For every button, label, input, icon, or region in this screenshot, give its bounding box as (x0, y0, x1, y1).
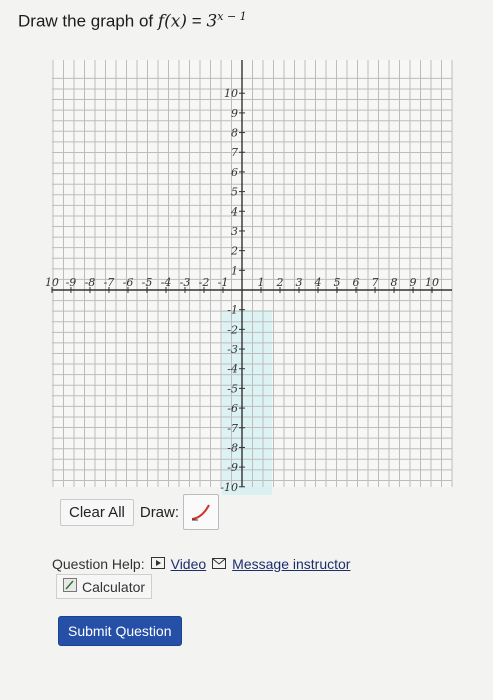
y-tick-label: 1 (231, 264, 238, 278)
video-link[interactable]: Video (170, 556, 207, 572)
x-tick-label: 3 (295, 276, 303, 289)
coordinate-grid[interactable] (42, 55, 462, 495)
video-icon (151, 556, 165, 572)
x-tick-label: -1 (217, 276, 229, 289)
question-prompt (18, 10, 247, 32)
question-help-label: Question Help: (52, 556, 145, 572)
graph-area[interactable] (42, 55, 462, 495)
y-tick-label: 10 (224, 87, 238, 101)
x-tick-label: -8 (84, 276, 96, 289)
y-tick-label: 5 (231, 185, 238, 199)
y-tick-label: 3 (231, 224, 238, 238)
x-tick-label: 10 (44, 276, 59, 289)
x-tick-label: 8 (390, 276, 398, 289)
y-tick-label: 7 (231, 146, 238, 160)
message-instructor-link[interactable]: Message instructor (232, 556, 351, 572)
function-base: 3 (206, 11, 218, 32)
y-tick-label: -7 (227, 421, 238, 435)
y-tick-label: -2 (227, 323, 238, 337)
y-tick-label: -10 (220, 480, 238, 494)
y-tick-label: -6 (227, 402, 238, 416)
y-tick-label: -1 (227, 303, 238, 317)
y-tick-label: 9 (231, 106, 238, 120)
x-tick-label: -4 (160, 276, 172, 289)
y-tick-label: 4 (231, 205, 238, 219)
x-tick-label: 5 (333, 276, 341, 289)
x-tick-label: 10 (425, 276, 440, 289)
x-tick-label: 9 (409, 276, 417, 289)
x-tick-label: 4 (314, 276, 322, 289)
y-tick-label: 2 (231, 244, 238, 258)
y-tick-label: 8 (231, 126, 238, 140)
function-name: f(x) (157, 11, 188, 32)
y-tick-label: -4 (227, 362, 238, 376)
draw-toolbar (60, 494, 219, 530)
x-tick-label: -3 (179, 276, 191, 289)
y-tick-label: 6 (231, 165, 238, 179)
x-tick-label: -9 (65, 276, 77, 289)
equals-sign: = (191, 11, 202, 31)
x-tick-label: -6 (122, 276, 134, 289)
question-help (52, 556, 350, 572)
y-tick-label: -9 (227, 461, 238, 475)
x-tick-label: -2 (198, 276, 210, 289)
calculator-label: Calculator (82, 578, 146, 595)
clear-all-button[interactable]: Clear All (60, 499, 134, 526)
x-tick-label: 6 (352, 276, 360, 289)
x-tick-label: 7 (371, 276, 379, 289)
draw-label: Draw: (139, 503, 180, 521)
x-tick-label: -7 (103, 276, 115, 289)
function-exponent: x − 1 (217, 10, 247, 23)
y-tick-label: -8 (227, 441, 238, 455)
draw-exponential-tool[interactable] (183, 494, 219, 530)
exponential-curve-icon (189, 500, 213, 524)
x-tick-label: 2 (276, 276, 284, 289)
question-prefix: Draw the graph of (18, 11, 154, 31)
x-tick-label: 1 (257, 276, 265, 289)
y-tick-label: -5 (227, 382, 238, 396)
submit-question-button[interactable]: Submit Question (58, 616, 182, 646)
calculator-icon (63, 578, 77, 595)
calculator-button[interactable] (56, 574, 152, 599)
y-tick-label: -3 (227, 343, 238, 357)
mail-icon (212, 556, 226, 572)
x-tick-label: -5 (141, 276, 153, 289)
